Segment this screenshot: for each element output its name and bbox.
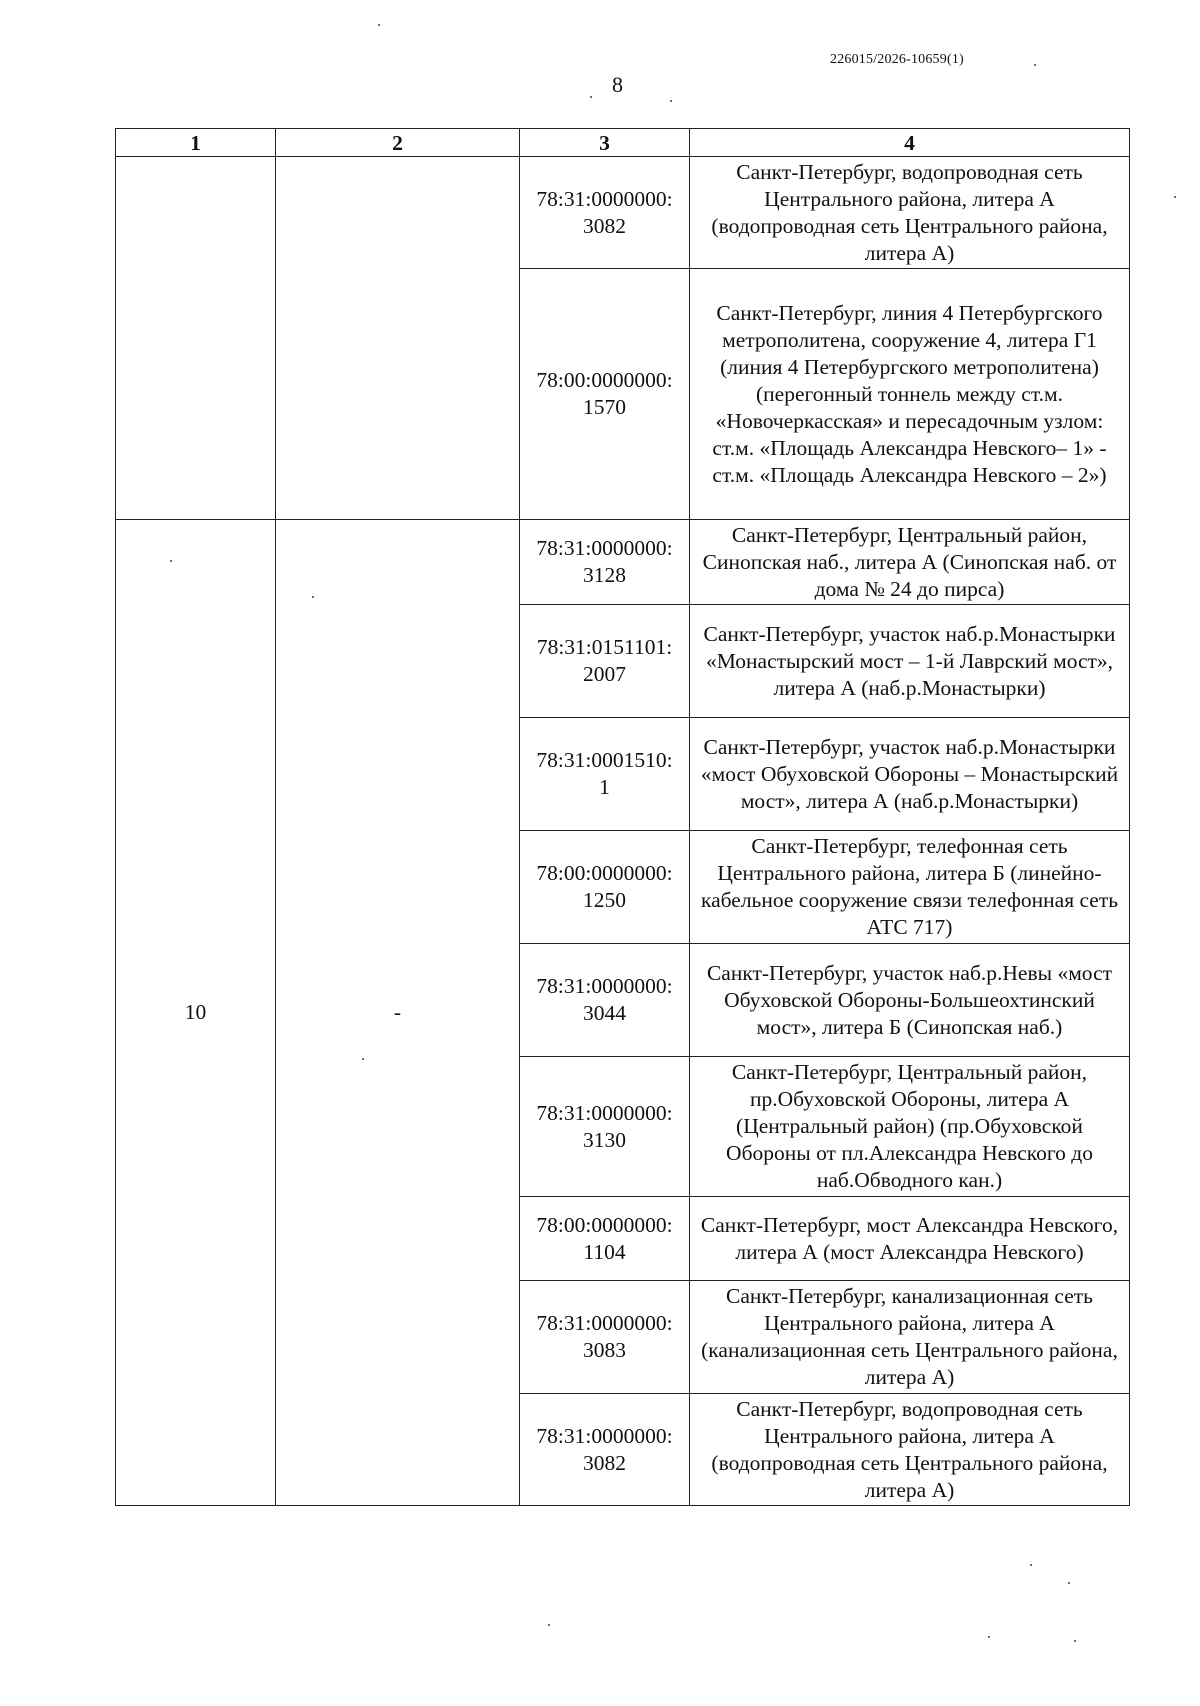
cadastral-number: 78:31:0000000: 3130 xyxy=(520,1057,690,1197)
scan-speck xyxy=(548,1624,550,1626)
cadastral-number: 78:31:0000000: 3083 xyxy=(520,1281,690,1394)
column-header-3: 3 xyxy=(520,129,690,157)
column-header-2: 2 xyxy=(276,129,520,157)
table-header-row xyxy=(116,129,1130,157)
scan-speck xyxy=(1034,64,1036,66)
table-row xyxy=(116,520,1130,605)
cadastral-number: 78:00:0000000: 1250 xyxy=(520,831,690,944)
scan-speck xyxy=(170,560,172,562)
scan-speck xyxy=(988,1636,990,1638)
scan-speck xyxy=(1174,196,1176,198)
cadastral-number: 78:31:0000000: 3128 xyxy=(520,520,690,605)
group-number: 10 xyxy=(116,520,276,1506)
scan-speck xyxy=(1074,1640,1076,1642)
scan-speck xyxy=(590,96,592,98)
object-address: Санкт-Петербург, мост Александра Невского, литера А (мост Александра Невского) xyxy=(690,1197,1130,1281)
page-number: 8 xyxy=(612,72,623,97)
cadastral-number: 78:31:0001510: 1 xyxy=(520,718,690,831)
column-header-1: 1 xyxy=(116,129,276,157)
cadastral-number: 78:00:0000000: 1104 xyxy=(520,1197,690,1281)
object-address: Санкт-Петербург, водопроводная сеть Центрального района, литера А (водопроводная сеть Центрального района, литера А) xyxy=(690,1394,1130,1506)
cadastral-number: 78:31:0000000: 3082 xyxy=(520,157,690,269)
object-address: Санкт-Петербург, участок наб.р.Монастырки «Монастырский мост – 1-й Лаврский мост», литера А (наб.р.Монастырки) xyxy=(690,605,1130,718)
cadastral-objects-table xyxy=(115,128,1130,1506)
object-address: Санкт-Петербург, Центральный район, пр.Обуховской Обороны, литера А (Центральный район) (пр.Обуховской Обороны от пл.Александра Невского до наб.Обводного кан.) xyxy=(690,1057,1130,1197)
group-number-cell-empty xyxy=(116,157,276,520)
scan-speck xyxy=(378,24,380,26)
scan-speck xyxy=(1068,1582,1070,1584)
object-address: Санкт-Петербург, участок наб.р.Невы «мост Обуховской Обороны-Большеохтинский мост», литера Б (Синопская наб.) xyxy=(690,944,1130,1057)
scan-speck xyxy=(1030,1564,1032,1566)
scan-speck xyxy=(670,100,672,102)
scan-speck xyxy=(312,596,314,598)
column-header-4: 4 xyxy=(690,129,1130,157)
scan-speck xyxy=(362,1058,364,1060)
cadastral-number: 78:31:0000000: 3044 xyxy=(520,944,690,1057)
table-row xyxy=(116,157,1130,269)
object-address: Санкт-Петербург, канализационная сеть Центрального района, литера А (канализационная сеть Центрального района, литера А) xyxy=(690,1281,1130,1394)
object-address: Санкт-Петербург, линия 4 Петербургского метрополитена, сооружение 4, литера Г1 (линия 4 Петербургского метрополитена) (перегонный тоннель между ст.м. «Новочеркасская» и пересадочным узлом: ст.м. «Площадь Александра Невского– 1» - ст.м. «Площадь Александра Невского – 2») xyxy=(690,269,1130,520)
object-address: Санкт-Петербург, Центральный район, Синопская наб., литера А (Синопская наб. от дома № 24 до пирса) xyxy=(690,520,1130,605)
group-col2-cell-empty xyxy=(276,157,520,520)
object-address: Санкт-Петербург, участок наб.р.Монастырки «мост Обуховской Обороны – Монастырский мост», литера А (наб.р.Монастырки) xyxy=(690,718,1130,831)
group-col2-value: - xyxy=(276,520,520,1506)
cadastral-number: 78:31:0000000: 3082 xyxy=(520,1394,690,1506)
object-address: Санкт-Петербург, телефонная сеть Центрального района, литера Б (линейно-кабельное сооружение связи телефонная сеть АТС 717) xyxy=(690,831,1130,944)
document-registration-number: 226015/2026-10659(1) xyxy=(830,52,964,67)
object-address: Санкт-Петербург, водопроводная сеть Центрального района, литера А (водопроводная сеть Центрального района, литера А) xyxy=(690,157,1130,269)
cadastral-number: 78:00:0000000: 1570 xyxy=(520,269,690,520)
cadastral-number: 78:31:0151101: 2007 xyxy=(520,605,690,718)
